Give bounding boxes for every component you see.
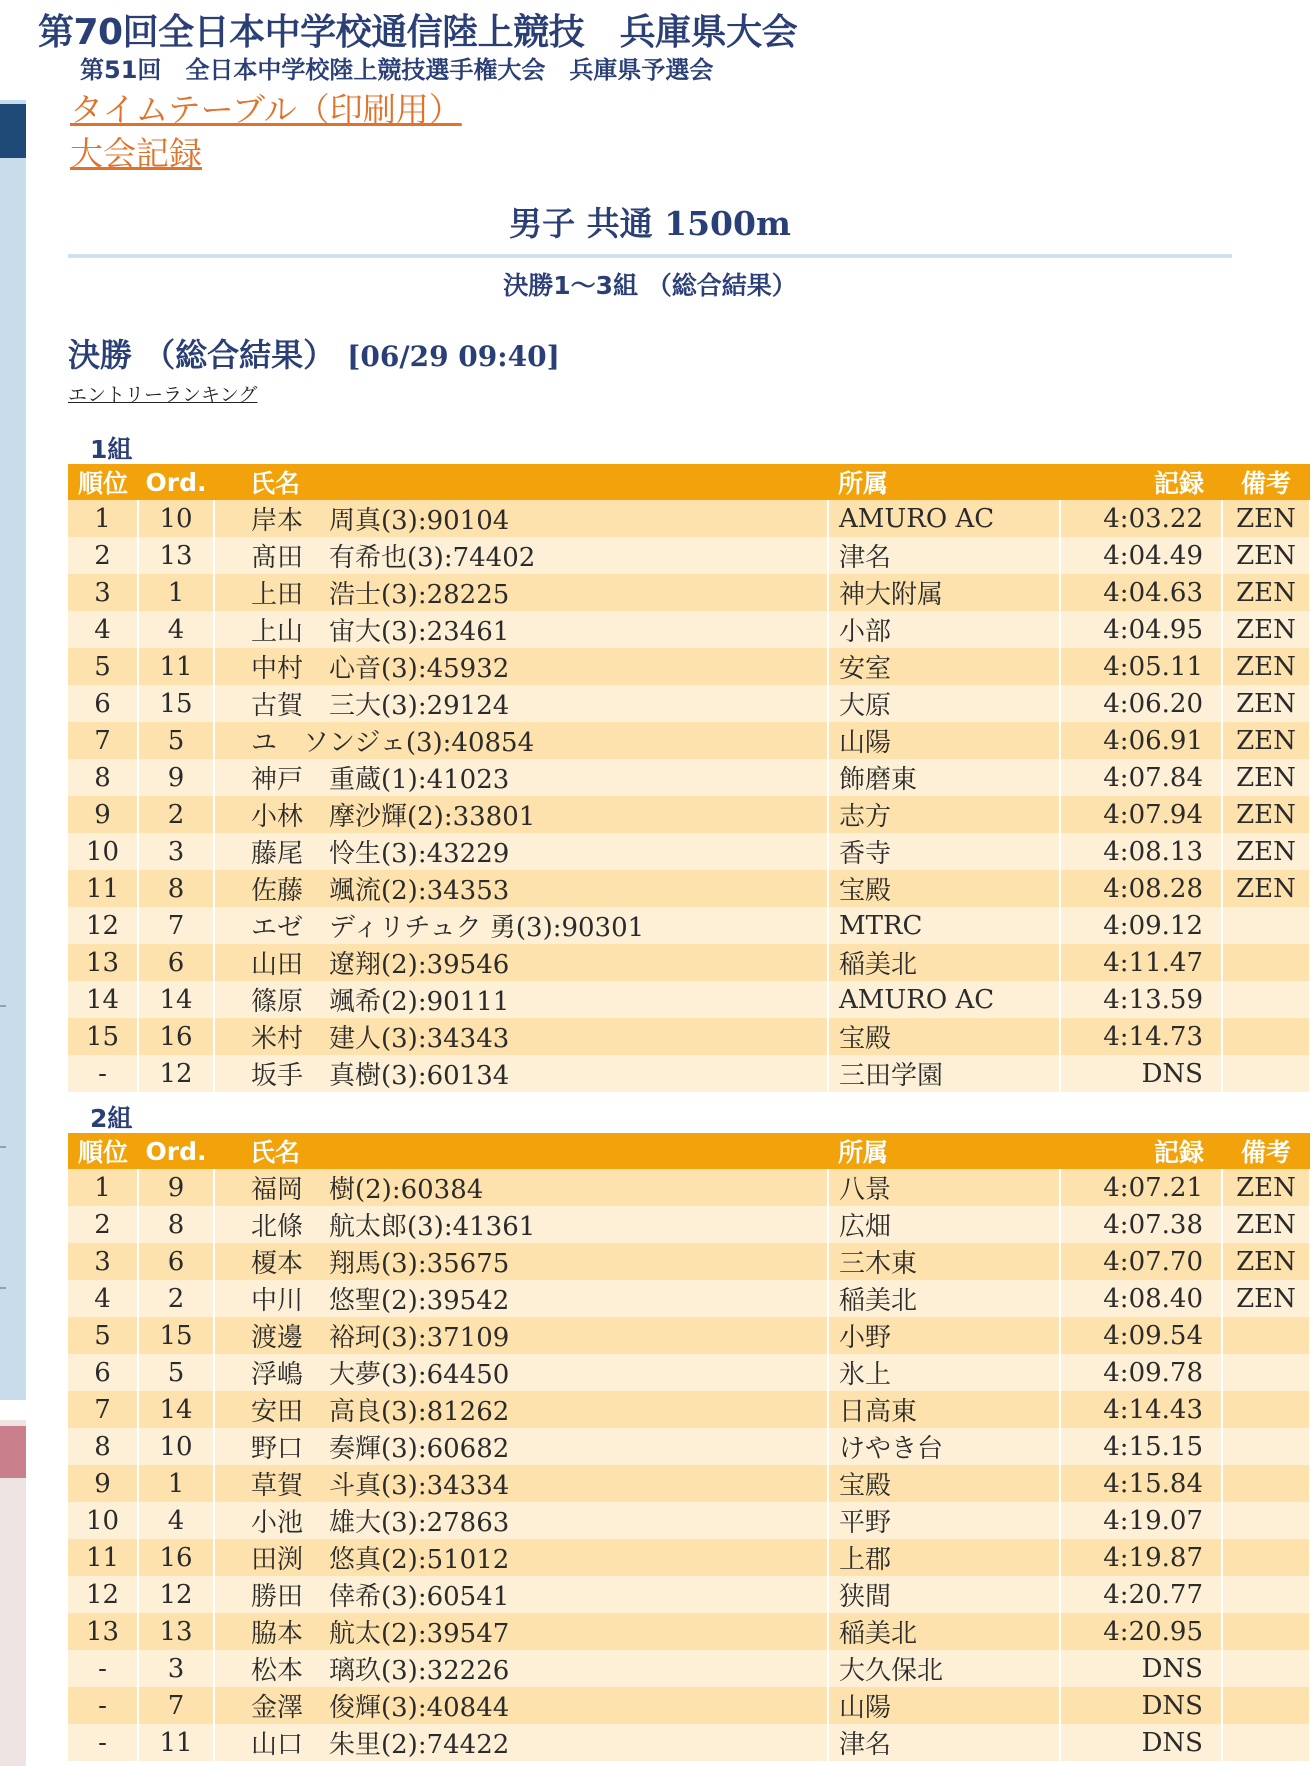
cell-name: 中村 心音(3):45932 (214, 648, 828, 685)
cell-order: 6 (138, 944, 214, 981)
cell-note: ZEN (1222, 722, 1310, 759)
cell-record: 4:07.21 (1060, 1169, 1222, 1206)
table-row (68, 1539, 1310, 1576)
table-row (68, 1391, 1310, 1428)
cell-order: 3 (138, 833, 214, 870)
table-row (68, 1169, 1310, 1206)
cell-team: 稲美北 (828, 1280, 1060, 1317)
col-record: 記録 (1060, 1133, 1222, 1169)
table-row (68, 1317, 1310, 1354)
cell-rank: 3 (68, 574, 138, 611)
table-row (68, 759, 1310, 796)
cell-name: 草賀 斗真(3):34334 (214, 1465, 828, 1502)
cell-name: 松本 璃玖(3):32226 (214, 1650, 828, 1687)
cell-name: 神戸 重蔵(1):41023 (214, 759, 828, 796)
cell-team: 広畑 (828, 1206, 1060, 1243)
cell-record: 4:14.73 (1060, 1018, 1222, 1055)
cell-note (1222, 1428, 1310, 1465)
cell-team: 小野 (828, 1317, 1060, 1354)
cell-name: 髙田 有希也(3):74402 (214, 537, 828, 574)
cell-rank: 9 (68, 796, 138, 833)
cell-record: 4:19.07 (1060, 1502, 1222, 1539)
cell-name: 篠原 颯希(2):90111 (214, 981, 828, 1018)
cell-note: ZEN (1222, 1206, 1310, 1243)
cell-team: 大久保北 (828, 1650, 1060, 1687)
cell-record: 4:15.15 (1060, 1428, 1222, 1465)
cell-rank: 8 (68, 1428, 138, 1465)
cell-rank: 8 (68, 759, 138, 796)
entry-ranking-link[interactable]: エントリーランキング (68, 384, 258, 406)
cell-rank: 2 (68, 1206, 138, 1243)
cell-order: 12 (138, 1576, 214, 1613)
cell-name: 脇本 航太(2):39547 (214, 1613, 828, 1650)
divider (68, 254, 1232, 258)
section-heading (68, 330, 560, 376)
table-row (68, 1243, 1310, 1280)
table-row (68, 1465, 1310, 1502)
cell-rank: 2 (68, 537, 138, 574)
table-row (68, 1428, 1310, 1465)
cell-team: 飾磨東 (828, 759, 1060, 796)
cell-record: DNS (1060, 1724, 1222, 1761)
table-row (68, 611, 1310, 648)
cell-rank: 4 (68, 611, 138, 648)
cell-name: 浮嶋 大夢(3):64450 (214, 1354, 828, 1391)
cell-record: DNS (1060, 1650, 1222, 1687)
cell-team: AMURO AC (828, 500, 1060, 537)
cell-note: ZEN (1222, 500, 1310, 537)
cell-record: 4:03.22 (1060, 500, 1222, 537)
sidebar-pink-block (0, 1426, 26, 1478)
results-table-group-2 (68, 1133, 1311, 1761)
event-title: 男子 共通 1500m (509, 204, 791, 243)
sidebar-tick (0, 1005, 6, 1007)
cell-name: 福岡 樹(2):60384 (214, 1169, 828, 1206)
sidebar-tick (0, 1146, 6, 1148)
table-row (68, 1650, 1310, 1687)
cell-note: ZEN (1222, 574, 1310, 611)
cell-order: 7 (138, 907, 214, 944)
cell-rank: 6 (68, 685, 138, 722)
cell-name: 中川 悠聖(2):39542 (214, 1280, 828, 1317)
cell-rank: 13 (68, 1613, 138, 1650)
cell-record: 4:09.78 (1060, 1354, 1222, 1391)
table-header-row (68, 1133, 1310, 1169)
cell-name: 岸本 周真(3):90104 (214, 500, 828, 537)
cell-name: ユ ソンジェ(3):40854 (214, 722, 828, 759)
cell-order: 10 (138, 500, 214, 537)
cell-note (1222, 1391, 1310, 1428)
cell-name: 山田 遼翔(2):39546 (214, 944, 828, 981)
page-subtitle: 第51回 全日本中学校陸上競技選手権大会 兵庫県予選会 (80, 56, 714, 84)
cell-record: 4:07.94 (1060, 796, 1222, 833)
cell-record: 4:20.77 (1060, 1576, 1222, 1613)
cell-rank: 11 (68, 870, 138, 907)
cell-team: 小部 (828, 611, 1060, 648)
cell-rank: 12 (68, 1576, 138, 1613)
cell-name: 渡邊 裕珂(3):37109 (214, 1317, 828, 1354)
col-team: 所属 (828, 464, 1060, 500)
cell-record: 4:09.54 (1060, 1317, 1222, 1354)
cell-rank: 7 (68, 722, 138, 759)
results-table-group-1 (68, 464, 1311, 1092)
cell-note: ZEN (1222, 796, 1310, 833)
cell-note (1222, 1018, 1310, 1055)
col-team: 所属 (828, 1133, 1060, 1169)
cell-team: 志方 (828, 796, 1060, 833)
table-row (68, 1354, 1310, 1391)
cell-team: 三木東 (828, 1243, 1060, 1280)
timetable-link[interactable]: タイムテーブル（印刷用） (70, 90, 462, 129)
cell-order: 4 (138, 1502, 214, 1539)
cell-rank: 1 (68, 1169, 138, 1206)
cell-name: 米村 建人(3):34343 (214, 1018, 828, 1055)
cell-name: 坂手 真樹(3):60134 (214, 1055, 828, 1092)
cell-note (1222, 1687, 1310, 1724)
cell-name: 藤尾 怜生(3):43229 (214, 833, 828, 870)
sidebar-accent-block (0, 104, 26, 158)
cell-order: 11 (138, 648, 214, 685)
cell-note (1222, 1650, 1310, 1687)
col-rank: 順位 (68, 464, 138, 500)
cell-rank: 3 (68, 1243, 138, 1280)
cell-rank: 9 (68, 1465, 138, 1502)
cell-note: ZEN (1222, 611, 1310, 648)
cell-rank: 1 (68, 500, 138, 537)
cell-order: 11 (138, 1724, 214, 1761)
table-row (68, 722, 1310, 759)
cell-rank: 6 (68, 1354, 138, 1391)
cell-team: 大原 (828, 685, 1060, 722)
table-row (68, 944, 1310, 981)
cell-name: 上田 浩士(3):28225 (214, 574, 828, 611)
cell-name: 榎本 翔馬(3):35675 (214, 1243, 828, 1280)
cell-name: 勝田 倖希(3):60541 (214, 1576, 828, 1613)
cell-team: AMURO AC (828, 981, 1060, 1018)
table-row (68, 1687, 1310, 1724)
cell-team: けやき台 (828, 1428, 1060, 1465)
cell-rank: - (68, 1055, 138, 1092)
cell-record: 4:07.84 (1060, 759, 1222, 796)
cell-order: 14 (138, 1391, 214, 1428)
table-row (68, 981, 1310, 1018)
cell-order: 15 (138, 1317, 214, 1354)
page-title: 第70回全日本中学校通信陸上競技 兵庫県大会 (38, 12, 798, 53)
cell-team: 香寺 (828, 833, 1060, 870)
cell-record: 4:19.87 (1060, 1539, 1222, 1576)
cell-team: 神大附属 (828, 574, 1060, 611)
table-row (68, 907, 1310, 944)
col-note: 備考 (1222, 1133, 1310, 1169)
cell-rank: 10 (68, 833, 138, 870)
cell-order: 16 (138, 1018, 214, 1055)
cell-note: ZEN (1222, 685, 1310, 722)
cell-note (1222, 1539, 1310, 1576)
table-row (68, 1724, 1310, 1761)
table-row (68, 1502, 1310, 1539)
cell-note (1222, 1317, 1310, 1354)
table-row (68, 500, 1310, 537)
table-row (68, 1055, 1310, 1092)
cell-order: 14 (138, 981, 214, 1018)
cell-note (1222, 944, 1310, 981)
cell-team: 安室 (828, 648, 1060, 685)
col-name: 氏名 (214, 1133, 828, 1169)
cell-record: 4:06.91 (1060, 722, 1222, 759)
results-body (68, 500, 1310, 1092)
cell-team: 宝殿 (828, 1465, 1060, 1502)
cell-record: 4:11.47 (1060, 944, 1222, 981)
table-row (68, 648, 1310, 685)
cell-record: 4:06.20 (1060, 685, 1222, 722)
results-body (68, 1169, 1310, 1761)
table-row (68, 685, 1310, 722)
round-label: 決勝1～3組 （総合結果） (503, 271, 797, 300)
cell-note: ZEN (1222, 1169, 1310, 1206)
cell-team: MTRC (828, 907, 1060, 944)
cell-record: 4:08.28 (1060, 870, 1222, 907)
cell-note (1222, 981, 1310, 1018)
cell-order: 8 (138, 1206, 214, 1243)
cell-name: 小池 雄大(3):27863 (214, 1502, 828, 1539)
cell-order: 16 (138, 1539, 214, 1576)
cell-order: 1 (138, 574, 214, 611)
cell-record: 4:08.13 (1060, 833, 1222, 870)
cell-rank: 5 (68, 648, 138, 685)
cell-name: 山口 朱里(2):74422 (214, 1724, 828, 1761)
cell-note (1222, 1724, 1310, 1761)
cell-team: 平野 (828, 1502, 1060, 1539)
cell-record: DNS (1060, 1687, 1222, 1724)
cell-record: 4:13.59 (1060, 981, 1222, 1018)
col-note: 備考 (1222, 464, 1310, 500)
cell-name: 野口 奏輝(3):60682 (214, 1428, 828, 1465)
cell-rank: 14 (68, 981, 138, 1018)
cell-note: ZEN (1222, 1243, 1310, 1280)
records-link[interactable]: 大会記録 (70, 134, 202, 173)
table-row (68, 537, 1310, 574)
cell-order: 4 (138, 611, 214, 648)
cell-record: DNS (1060, 1055, 1222, 1092)
table-row (68, 870, 1310, 907)
cell-rank: - (68, 1650, 138, 1687)
cell-team: 山陽 (828, 1687, 1060, 1724)
cell-order: 12 (138, 1055, 214, 1092)
cell-record: 4:20.95 (1060, 1613, 1222, 1650)
cell-note: ZEN (1222, 1280, 1310, 1317)
cell-order: 1 (138, 1465, 214, 1502)
cell-order: 9 (138, 759, 214, 796)
cell-order: 2 (138, 796, 214, 833)
cell-record: 4:15.84 (1060, 1465, 1222, 1502)
cell-rank: 12 (68, 907, 138, 944)
cell-name: 佐藤 颯流(2):34353 (214, 870, 828, 907)
cell-team: 上郡 (828, 1539, 1060, 1576)
cell-order: 5 (138, 722, 214, 759)
section-datetime: [06/29 09:40] (347, 340, 560, 373)
table-row (68, 1018, 1310, 1055)
section-title: 決勝 （総合結果） (68, 336, 336, 374)
cell-note (1222, 1055, 1310, 1092)
cell-name: エゼ ディリチュク 勇(3):90301 (214, 907, 828, 944)
cell-rank: 5 (68, 1317, 138, 1354)
cell-name: 上山 宙大(3):23461 (214, 611, 828, 648)
cell-note: ZEN (1222, 759, 1310, 796)
cell-rank: - (68, 1724, 138, 1761)
cell-record: 4:04.49 (1060, 537, 1222, 574)
cell-note (1222, 1576, 1310, 1613)
cell-team: 宝殿 (828, 870, 1060, 907)
table-header-row (68, 464, 1310, 500)
cell-order: 5 (138, 1354, 214, 1391)
cell-record: 4:04.95 (1060, 611, 1222, 648)
cell-note (1222, 1465, 1310, 1502)
cell-order: 3 (138, 1650, 214, 1687)
col-order: Ord. (138, 1133, 214, 1169)
cell-order: 6 (138, 1243, 214, 1280)
table-row (68, 1206, 1310, 1243)
cell-order: 13 (138, 1613, 214, 1650)
cell-note (1222, 1613, 1310, 1650)
cell-rank: 11 (68, 1539, 138, 1576)
table-row (68, 1280, 1310, 1317)
cell-order: 7 (138, 1687, 214, 1724)
cell-name: 金澤 俊輝(3):40844 (214, 1687, 828, 1724)
cell-name: 小林 摩沙輝(2):33801 (214, 796, 828, 833)
cell-record: 4:09.12 (1060, 907, 1222, 944)
cell-rank: 10 (68, 1502, 138, 1539)
cell-team: 稲美北 (828, 944, 1060, 981)
col-record: 記録 (1060, 464, 1222, 500)
cell-team: 津名 (828, 1724, 1060, 1761)
table-row (68, 1613, 1310, 1650)
col-order: Ord. (138, 464, 214, 500)
group-label: 1組 (90, 435, 133, 464)
cell-rank: 4 (68, 1280, 138, 1317)
cell-rank: 7 (68, 1391, 138, 1428)
table-row (68, 1576, 1310, 1613)
cell-rank: 13 (68, 944, 138, 981)
cell-order: 10 (138, 1428, 214, 1465)
cell-record: 4:05.11 (1060, 648, 1222, 685)
group-label: 2組 (90, 1104, 133, 1133)
cell-team: 稲美北 (828, 1613, 1060, 1650)
sidebar-tick (0, 1287, 6, 1289)
cell-team: 八景 (828, 1169, 1060, 1206)
cell-rank: 15 (68, 1018, 138, 1055)
cell-name: 古賀 三大(3):29124 (214, 685, 828, 722)
cell-order: 2 (138, 1280, 214, 1317)
cell-note (1222, 1502, 1310, 1539)
cell-note: ZEN (1222, 833, 1310, 870)
col-name: 氏名 (214, 464, 828, 500)
cell-record: 4:07.38 (1060, 1206, 1222, 1243)
cell-record: 4:14.43 (1060, 1391, 1222, 1428)
col-rank: 順位 (68, 1133, 138, 1169)
cell-order: 15 (138, 685, 214, 722)
cell-record: 4:08.40 (1060, 1280, 1222, 1317)
cell-team: 狭間 (828, 1576, 1060, 1613)
cell-team: 氷上 (828, 1354, 1060, 1391)
table-row (68, 574, 1310, 611)
cell-name: 安田 高良(3):81262 (214, 1391, 828, 1428)
cell-team: 津名 (828, 537, 1060, 574)
cell-team: 山陽 (828, 722, 1060, 759)
table-row (68, 796, 1310, 833)
cell-note (1222, 907, 1310, 944)
cell-name: 北條 航太郎(3):41361 (214, 1206, 828, 1243)
cell-note (1222, 1354, 1310, 1391)
cell-order: 8 (138, 870, 214, 907)
cell-team: 宝殿 (828, 1018, 1060, 1055)
cell-rank: - (68, 1687, 138, 1724)
cell-order: 13 (138, 537, 214, 574)
cell-team: 三田学園 (828, 1055, 1060, 1092)
cell-note: ZEN (1222, 648, 1310, 685)
sidebar-strip (0, 0, 26, 1766)
cell-record: 4:07.70 (1060, 1243, 1222, 1280)
cell-record: 4:04.63 (1060, 574, 1222, 611)
cell-order: 9 (138, 1169, 214, 1206)
table-row (68, 833, 1310, 870)
cell-team: 日高東 (828, 1391, 1060, 1428)
cell-note: ZEN (1222, 870, 1310, 907)
cell-name: 田渕 悠真(2):51012 (214, 1539, 828, 1576)
cell-note: ZEN (1222, 537, 1310, 574)
